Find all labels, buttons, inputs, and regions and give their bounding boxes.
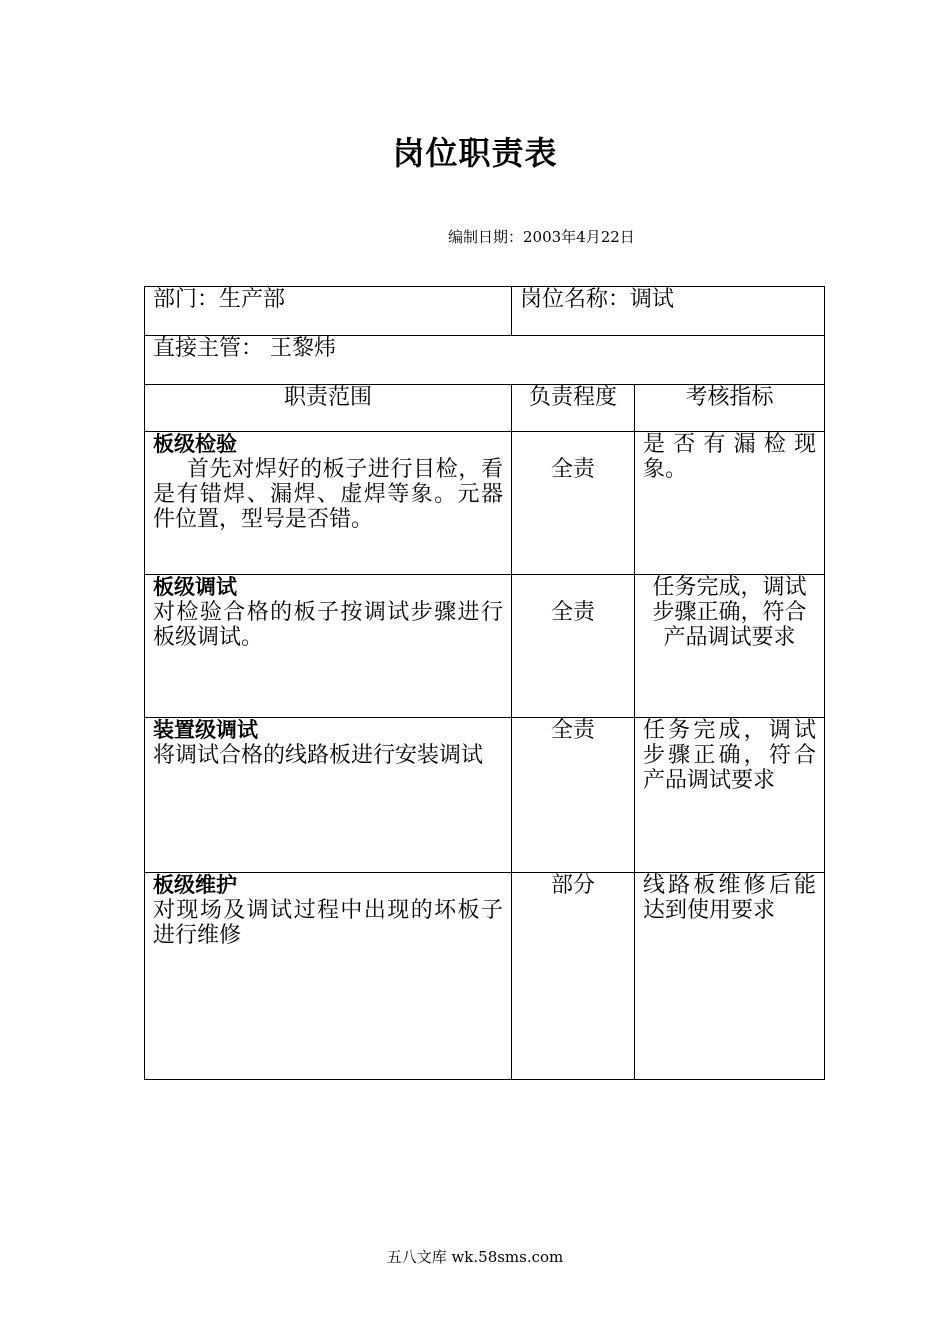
level-cell (512, 873, 635, 1080)
item-title: 板级维护 (153, 873, 237, 897)
position-cell: 岗位名称：调试 (512, 287, 825, 336)
item-title: 装置级调试 (153, 718, 258, 742)
table-row (145, 718, 825, 873)
table-row (145, 873, 825, 1080)
supervisor-row (145, 336, 825, 385)
scope-cell (145, 432, 512, 575)
item-description: 将调试合格的线路板进行安装调试 (153, 743, 484, 768)
compile-date: 编制日期：2003年4月22日 (448, 228, 635, 246)
metric-cell (635, 873, 825, 1080)
department-cell: 部门：生产部 (145, 287, 512, 336)
responsibility-level: 部分 (550, 873, 595, 898)
responsibility-level: 全责 (550, 457, 595, 482)
scope-cell (145, 575, 512, 718)
assessment-metric: 是否有漏检现象。 (643, 432, 817, 482)
metric-cell (635, 432, 825, 575)
duty-table (144, 286, 825, 1080)
item-description: 首先对焊好的板子进行目检，看是有错焊、漏焊、虚焊等象。元器件位置，型号是否错。 (153, 457, 503, 532)
table-row (145, 432, 825, 575)
header-metric: 考核指标 (635, 385, 825, 432)
level-cell (512, 718, 635, 873)
supervisor-cell: 直接主管： 王黎炜 (145, 336, 825, 385)
assessment-metric: 任务完成，调试步骤正确，符合产品调试要求 (652, 575, 807, 650)
level-cell (512, 432, 635, 575)
table-row (145, 575, 825, 718)
item-title: 板级检验 (153, 432, 237, 456)
assessment-metric: 任务完成，调试步骤正确，符合产品调试要求 (643, 718, 817, 793)
header-level: 负责程度 (512, 385, 635, 432)
header-scope: 职责范围 (145, 385, 512, 432)
assessment-metric: 线路板维修后能达到使用要求 (643, 873, 817, 923)
responsibility-level: 全责 (550, 600, 595, 625)
metric-cell (635, 575, 825, 718)
level-cell (512, 575, 635, 718)
item-description: 对检验合格的板子按调试步骤进行板级调试。 (153, 600, 503, 650)
scope-cell (145, 873, 512, 1080)
item-description: 对现场及调试过程中出现的坏板子进行维修 (153, 898, 503, 948)
item-title: 板级调试 (153, 575, 237, 599)
metric-cell (635, 718, 825, 873)
scope-cell (145, 718, 512, 873)
header-row (145, 385, 825, 432)
document-title: 岗位职责表 (392, 134, 558, 172)
footer-source: 五八文库 wk.58sms.com (386, 1248, 564, 1266)
info-row (145, 287, 825, 336)
responsibility-level: 全责 (550, 718, 595, 743)
